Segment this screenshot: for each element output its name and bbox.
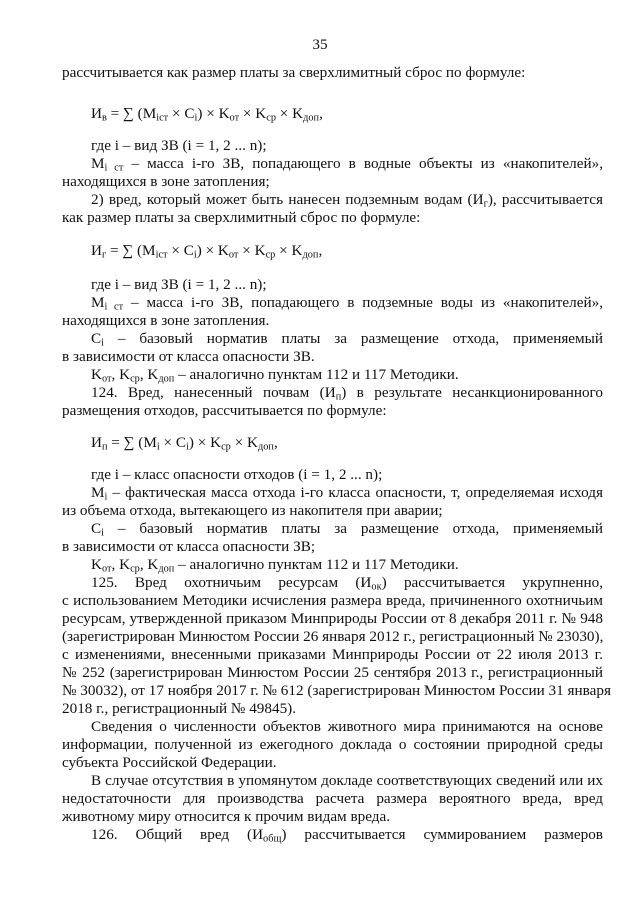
text-line: субъекта Российской Федерации. [62, 754, 277, 771]
text-line: размещения отходов, рассчитывается по формуле: [62, 402, 387, 419]
text-line: где i – вид ЗВ (i = 1, 2 ... n); [91, 276, 267, 293]
text-line: $K_{от}$, $K_{ср}$, $K_{доп}$ – аналогично пунктам 112 и 117 Методики. [91, 366, 459, 385]
text-line: $K_{от}$, $K_{ср}$, $K_{доп}$ – аналогично пунктам 112 и 117 Методики. [91, 556, 459, 575]
text-line: с изменениями, внесенными приказами Минприроды России от 22 июля 2013 г. [62, 646, 603, 663]
text-line: 2) вред, который может быть нанесен подземным водам $(И_г)$, рассчитывается [91, 191, 603, 210]
text-line: $M_{i ст}$ – масса i-го ЗВ, попадающего в подземные воды из «накопителей», [91, 294, 603, 313]
text-line: животному миру относится к прочим видам вреда. [62, 808, 391, 825]
text-line: Сведения о численности объектов животного мира принимаются на основе [91, 718, 603, 735]
text-line: недостаточности для производства расчета размера вероятного вреда, вред [62, 790, 603, 807]
text-line: № 252 (зарегистрирован Минюстом России 25 сентября 2013 г., регистрационный [62, 664, 603, 681]
text-line: 2018 г., регистрационный № 49845). [62, 700, 297, 717]
text-line: находящихся в зоне затопления; [62, 173, 270, 190]
formula-soil: $И_п$ = ∑ $(M_i \times C_i) \times K_{ср} \times K_{доп}$, [91, 434, 278, 453]
text-line: из объема отхода, вытекающего из накопителя при аварии; [62, 502, 443, 519]
text-line: где i – класс опасности отходов (i = 1, 2 ... n); [91, 466, 383, 483]
text-line: ресурсам, утвержденной приказом Минприроды России от 8 декабря 2011 г. № 948 [62, 610, 603, 627]
text-line: № 30032), от 17 ноября 2017 г. № 612 (зарегистрирован Минюстом России 31 января [62, 682, 611, 699]
text-line: 125. Вред охотничьим ресурсам $(И_{ок})$ рассчитывается укрупненно, [91, 574, 604, 593]
text-line: в зависимости от класса опасности ЗВ; [62, 538, 316, 555]
text-line: 126. Общий вред $(И_{общ})$ рассчитывается суммированием размеров [91, 826, 603, 845]
text-line: 124. Вред, нанесенный почвам $(И_п)$ в результате несанкционированного [91, 384, 603, 403]
text-line: В случае отсутствия в упомянутом докладе соответствующих сведений или их [91, 772, 603, 789]
text-line: $C_i$ – базовый норматив платы за размещение отхода, применяемый [91, 520, 603, 539]
text-line: информации, полученной из ежегодного доклада о состоянии природной среды [62, 736, 603, 753]
text-line: рассчитывается как размер платы за сверхлимитный сброс по формуле: [62, 64, 526, 81]
text-line: в зависимости от класса опасности ЗВ. [62, 348, 315, 365]
formula-water: $И_в$ = ∑ $(M_{iст} \times C_i) \times K_{от} \times K_{ср} \times K_{доп}$, [91, 105, 323, 124]
text-line: $C_i$ – базовый норматив платы за размещение отхода, применяемый [91, 330, 603, 349]
text-line: где i – вид ЗВ (i = 1, 2 ... n); [91, 137, 267, 154]
formula-groundwater: $И_г$ = ∑ $(M_{iст} \times C_i) \times K_{от} \times K_{ср} \times K_{доп}$, [91, 242, 323, 261]
text-line: $M_i$ – фактическая масса отхода i-го класса опасности, т, определяемая исходя [91, 484, 603, 503]
text-line: $M_{i ст}$ – масса i-го ЗВ, попадающего в водные объекты из «накопителей», [91, 155, 603, 174]
page-number: 35 [312, 36, 328, 53]
text-line: с использованием Методики исчисления размера вреда, причиненного охотничьим [62, 592, 603, 609]
text-line: как размер платы за сверхлимитный сброс по формуле: [62, 209, 421, 226]
text-line: находящихся в зоне затопления. [62, 312, 270, 329]
text-line: (зарегистрирован Минюстом России 26 января 2012 г., регистрационный № 23030), [62, 628, 604, 645]
